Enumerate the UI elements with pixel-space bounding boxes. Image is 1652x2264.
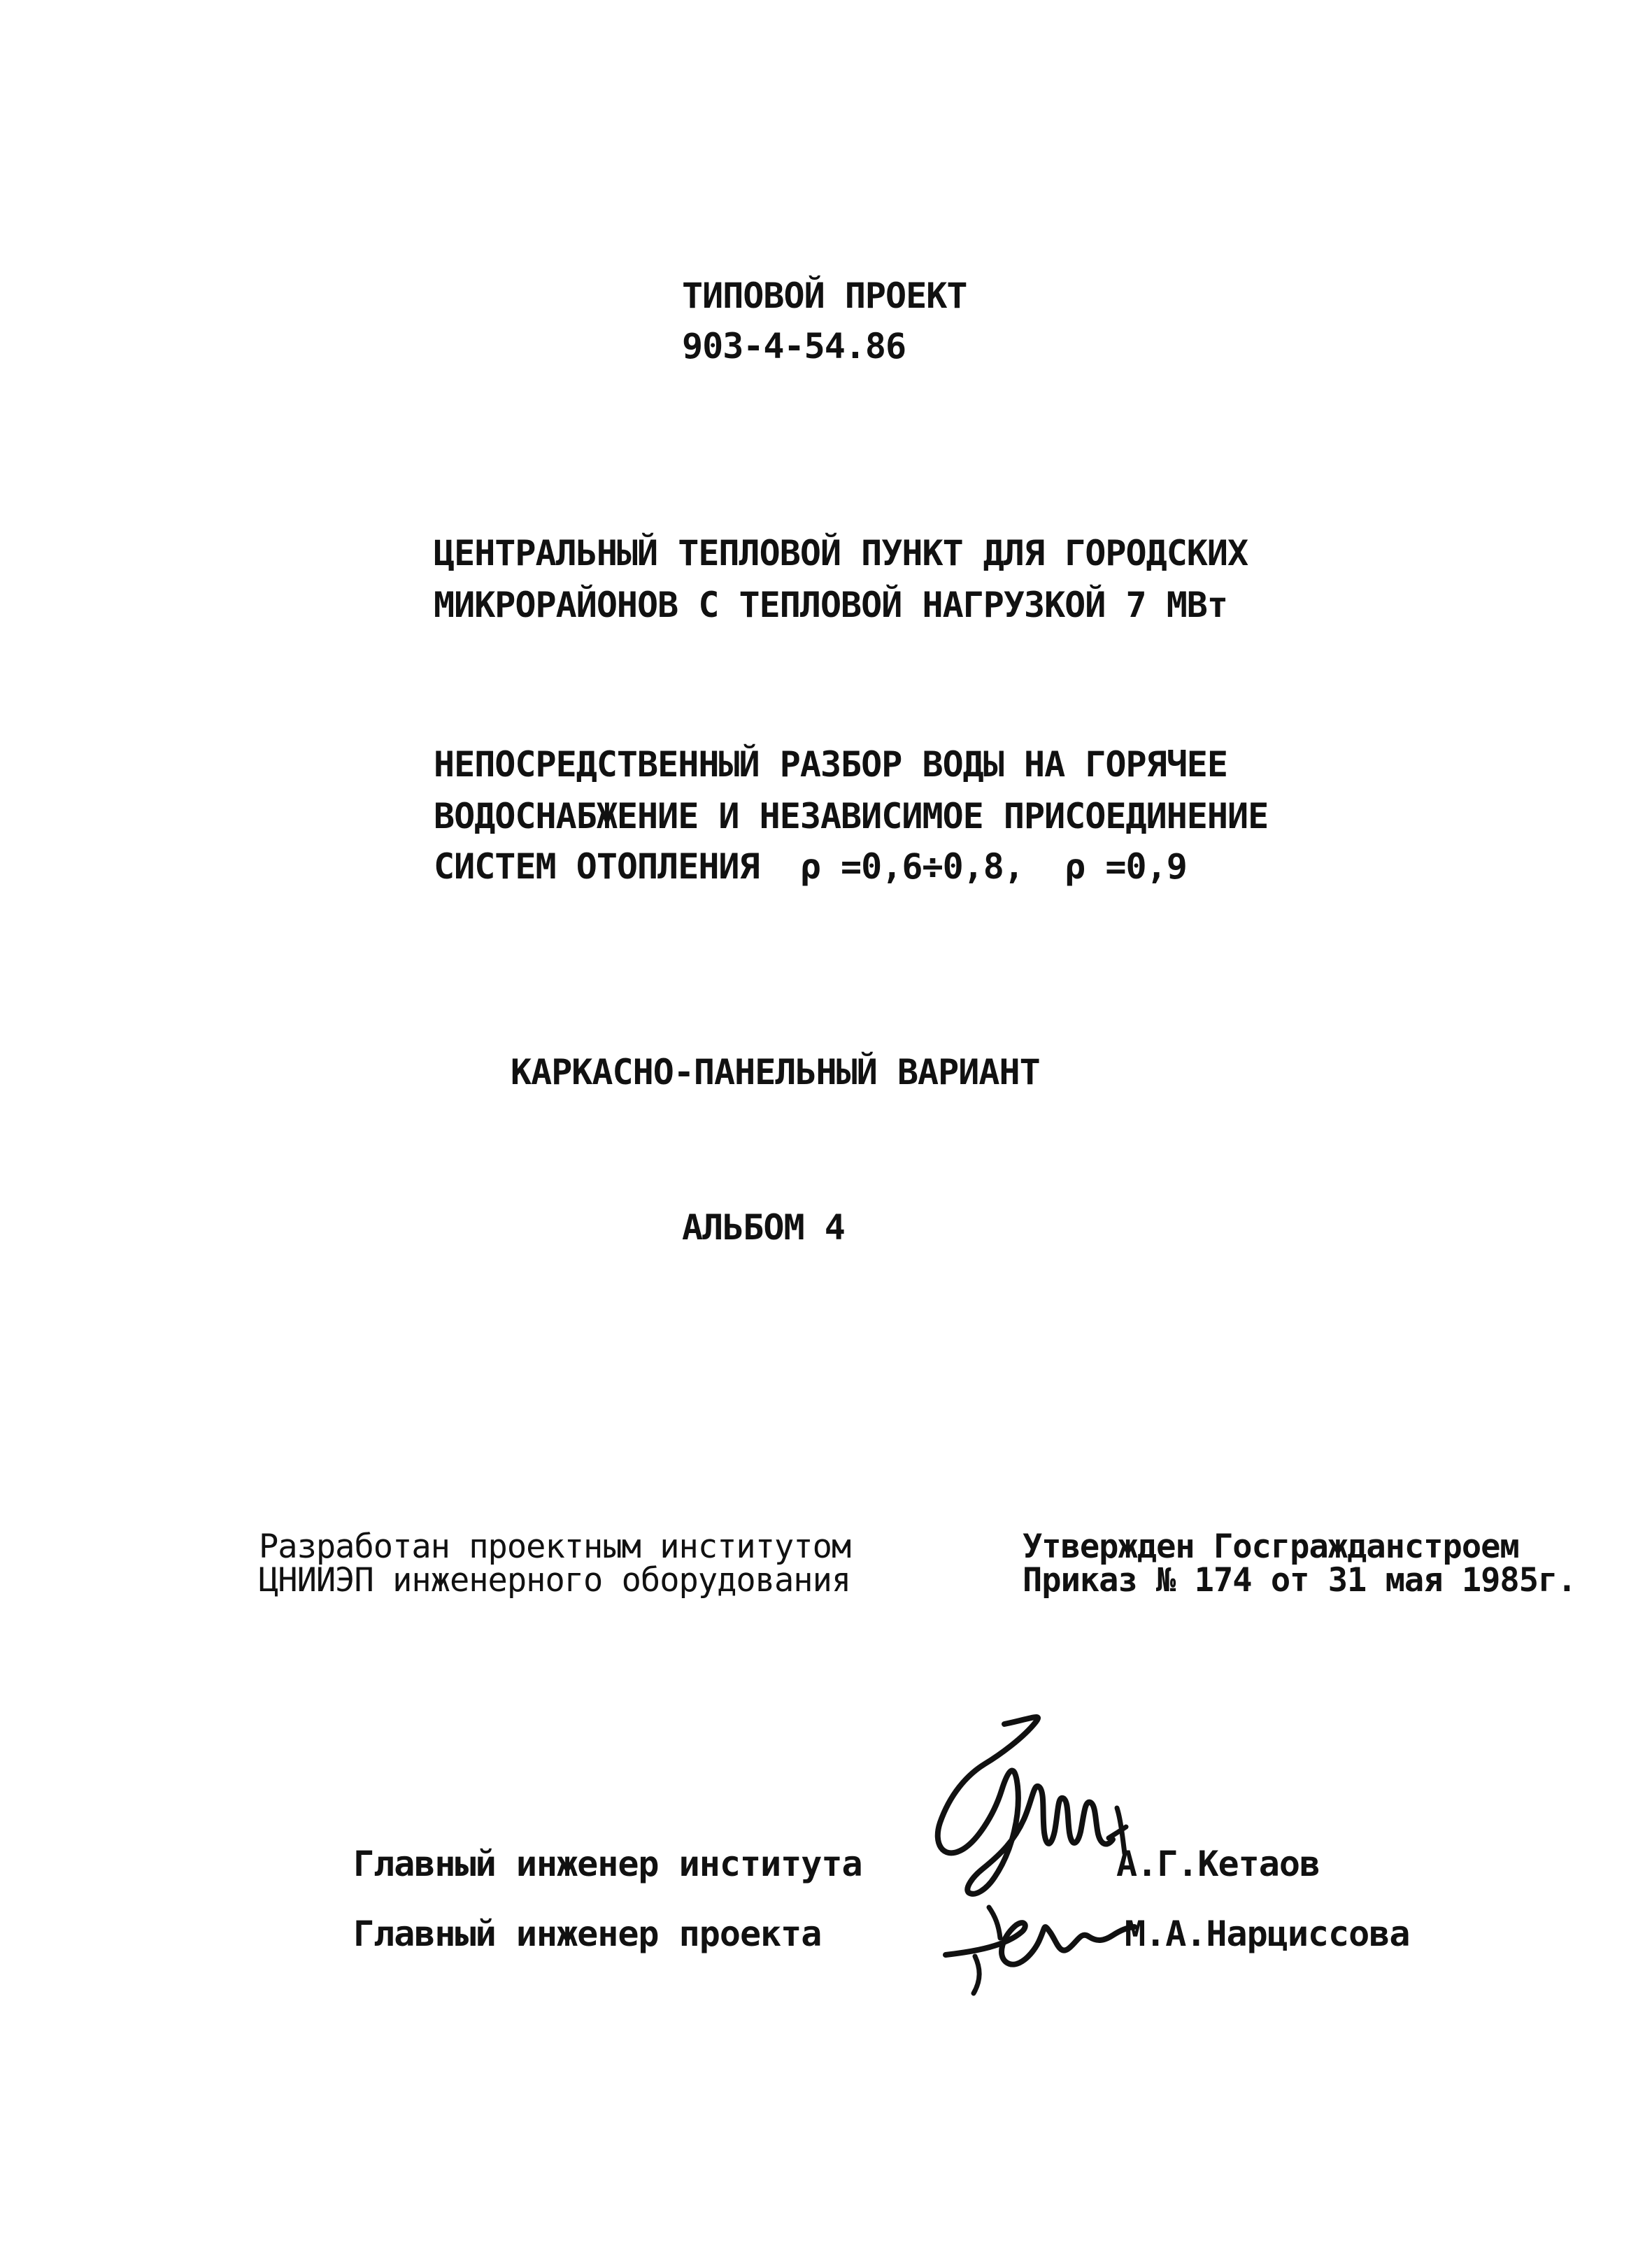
developer-line-2: ЦНИИЭП инженерного оборудования <box>259 1561 851 1600</box>
signature-name-institute: А.Г.Кетаов <box>1116 1844 1320 1884</box>
approval-line-1: Утвержден Госгражданстроем <box>1023 1528 1519 1566</box>
signature-stroke-upper-tail <box>1109 1808 1126 1853</box>
album-number: АЛЬБОМ 4 <box>682 1207 845 1248</box>
project-name-line-2: МИКРОРАЙОНОВ С ТЕПЛОВОЙ НАГРУЗКОЙ 7 МВт <box>434 585 1227 625</box>
project-subtitle-line-3: СИСТЕМ ОТОПЛЕНИЯ ρ =0,6÷0,8, ρ =0,9 <box>434 846 1187 887</box>
developer-line-1: Разработан проектным институтом <box>259 1528 851 1566</box>
handwritten-signatures <box>916 1707 1147 2007</box>
signature-role-institute: Главный инженер института <box>353 1844 862 1884</box>
approval-line-2: Приказ № 174 от 31 мая 1985г. <box>1023 1561 1576 1600</box>
project-subtitle-line-1: НЕПОСРЕДСТВЕННЫЙ РАЗБОР ВОДЫ НА ГОРЯЧЕЕ <box>434 744 1227 785</box>
project-subtitle-line-2: ВОДОСНАБЖЕНИЕ И НЕЗАВИСИМОЕ ПРИСОЕДИНЕНИЕ <box>434 796 1269 836</box>
project-name-line-1: ЦЕНТРАЛЬНЫЙ ТЕПЛОВОЙ ПУНКТ ДЛЯ ГОРОДСКИХ <box>434 533 1248 574</box>
project-number: 903-4-54.86 <box>682 326 906 366</box>
signature-name-project: М.А.Нарциссова <box>1125 1914 1410 1954</box>
signature-stroke-upper <box>938 1717 1113 1894</box>
construction-variant: КАРКАСНО-ПАНЕЛЬНЫЙ ВАРИАНТ <box>511 1052 1040 1092</box>
signature-role-project: Главный инженер проекта <box>353 1914 822 1954</box>
project-type-title: ТИПОВОЙ ПРОЕКТ <box>682 276 967 316</box>
